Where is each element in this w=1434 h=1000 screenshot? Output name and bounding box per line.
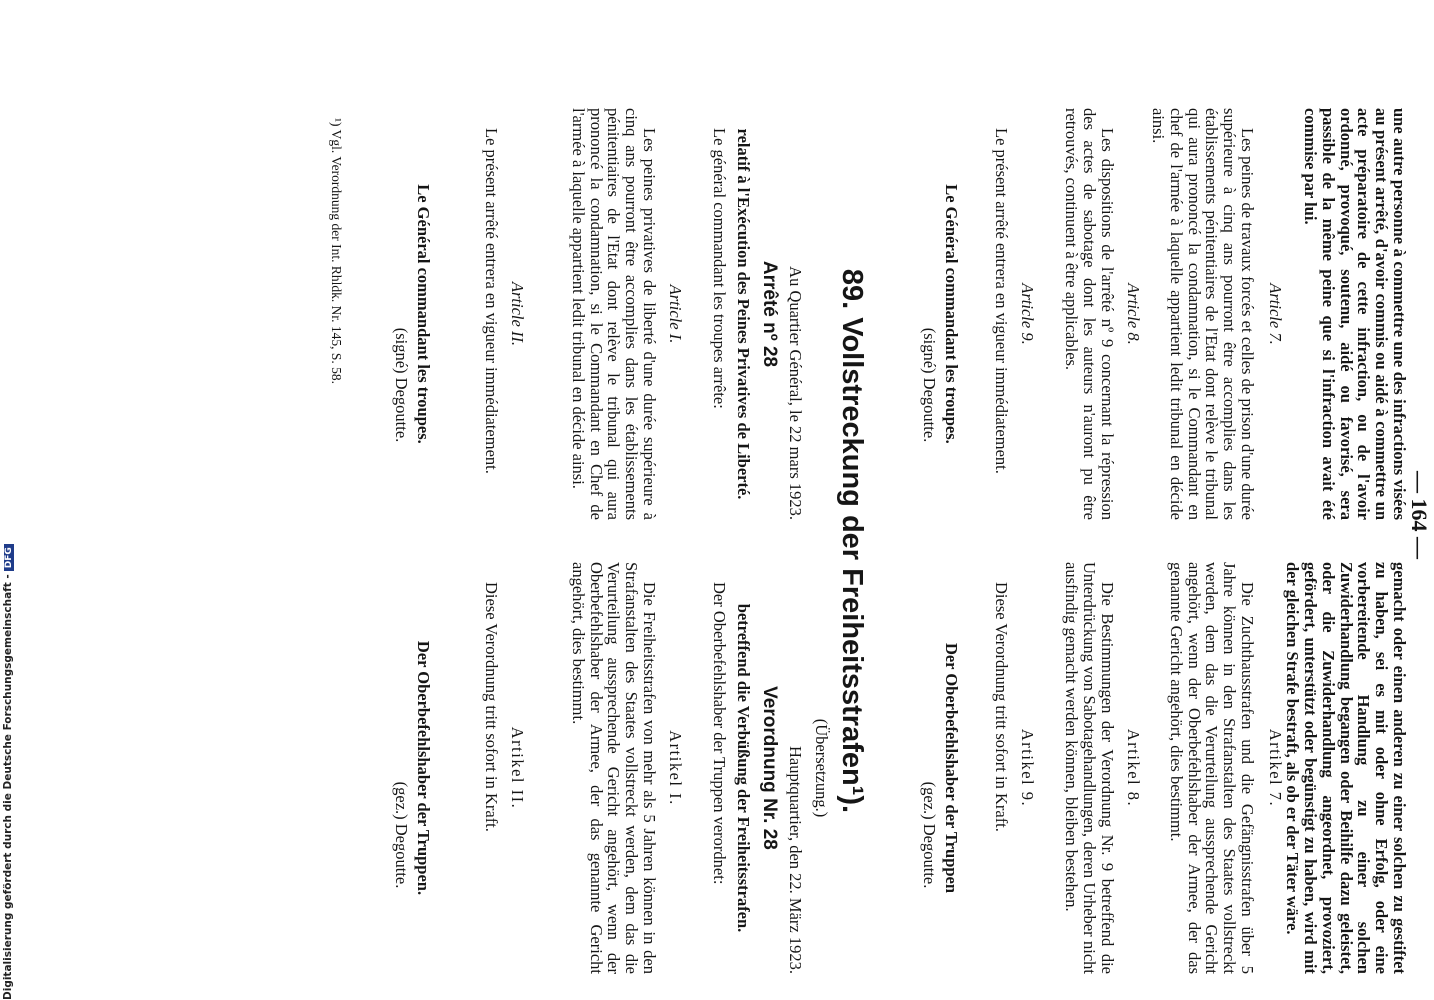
german-decree-title: Verordnung Nr. 28	[759, 686, 780, 850]
german-article-I-heading: Artikel I.	[666, 730, 685, 806]
french-article-8-text: Les dispositions de l'arrêté nº 9 concernant la répression des actes de sabotage dont les auteurs n'auront pu être retrouvés, continuent à être applicables.	[1062, 108, 1117, 520]
french-signature-2-title: Le Général commandant les troupes.	[414, 184, 433, 444]
german-article-I	[569, 562, 658, 974]
german-article-II-text: Diese Verordnung tritt sofort in Kraft.	[482, 582, 501, 832]
french-signature-1-title: Le Général commandant les troupes.	[942, 184, 961, 444]
french-article-I-heading: Article I.	[666, 284, 685, 344]
german-article-7	[1167, 562, 1256, 974]
german-decree-subtitle: betreffend die Verbüßung der Freiheitsstrafen.	[734, 603, 753, 933]
french-article-9	[992, 108, 1010, 520]
french-decree-intro: Le général commandant les troupes arrête:	[710, 128, 729, 409]
german-article-9-heading: Artikel 9.	[1018, 728, 1037, 808]
german-signature-1-signed: (gez.) Degoutte.	[920, 781, 939, 889]
german-signature-2-signed: (gez.) Degoutte.	[392, 781, 411, 889]
french-article-I	[569, 108, 658, 520]
german-signature-2-title: Der Oberbefehlshaber der Truppen.	[414, 640, 433, 896]
dfg-logo: DFG	[4, 544, 14, 571]
french-place-date: Au Quartier Général, le 22 mars 1923.	[786, 266, 805, 520]
german-article-8-text: Die Bestimmungen der Verordnung Nr. 9 betreffend die Unterdrückung von Sabotagehandlungen, deren Urheber nicht ausfindig gemacht werden können, bleiben bestehen.	[1062, 562, 1117, 974]
french-article-8	[1063, 108, 1116, 520]
french-article-II	[482, 108, 500, 520]
digitization-credit	[2, 547, 16, 1000]
french-article-II-text: Le présent arrêté entrera en vigueur immédiatement.	[482, 128, 501, 474]
french-continuation-text: une autre personne à commettre une des infractions visées au présent arrêté, d'avoir commis ou aidé à commettre un acte préparatoire de cette infraction, ou de l'avoir ordonné, provoqué, soutenu, aidé ou favorisé, sera passible de la même peine que si l'infraction avait été commise par lui.	[1301, 108, 1409, 520]
german-continuation	[1283, 562, 1408, 974]
french-decree-subtitle: relatif à l'Exécution des Peines Privatives de Liberté.	[734, 128, 753, 500]
page-number: — 164 —	[1407, 471, 1432, 559]
german-signature-1-title: Der Oberbefehlshaber der Truppen	[942, 642, 961, 894]
translation-note: (Übersetzung.)	[812, 718, 831, 818]
digitization-credit-text: Digitalisierung gefördert durch die Deutsche Forschungsgemeinschaft -	[2, 574, 14, 1000]
french-decree-title: Arrêté nº 28	[759, 260, 780, 368]
german-decree-intro: Der Oberbefehlshaber der Truppen verordnet:	[710, 582, 729, 885]
german-article-II-heading: Artikel II.	[508, 726, 527, 810]
french-article-9-text: Le présent arrêté entrera en vigueur immédiatement.	[992, 128, 1011, 474]
german-place-date: Hauptquartier, den 22. März 1923.	[786, 746, 805, 974]
german-article-II	[482, 562, 500, 974]
french-article-7-heading: Article 7.	[1266, 283, 1285, 345]
german-article-9-text: Diese Verordnung tritt sofort in Kraft.	[992, 582, 1011, 832]
french-article-7-text: Les peines de travaux forcés et celles de prison d'une durée supérieure à cinq ans pourront être accomplies dans les établissements pénitentiaires de l'Etat dont relève le tribunal qui aura prononcé la condamnation, si le Commandant en chef de l'armée à laquelle appartient ledit tribunal en décide ainsi.	[1149, 108, 1257, 520]
german-article-8-heading: Artikel 8.	[1124, 728, 1143, 808]
french-article-9-heading: Article 9.	[1018, 283, 1037, 345]
french-signature-2-signed: (signé) Degoutte.	[392, 327, 411, 443]
french-article-I-text: Les peines privatives de liberté d'une durée supérieure à cinq ans pourront être accomplies dans les établissements pénitentiaires de l'Etat dont relève le tribunal qui aura prononcé la condamnation, si le Commandant en Chef de l'armée à laquelle appartient ledit tribunal en décide ainsi.	[568, 108, 659, 520]
section-title: 89. Vollstreckung der Freiheitsstrafen¹).	[836, 268, 868, 814]
german-article-7-text: Die Zuchthausstrafen und die Gefängnisstrafen über 5 Jahre können in den Strafanstalten des Staates vollstreckt werden, dem das die Verurteilung aussprechende Gericht angehört, wenn der Oberbefehlshaber der Armee, der das genannte Gericht angehört, dies bestimmt.	[1166, 562, 1257, 974]
digitization-credit-row	[2, 544, 14, 1000]
french-article-8-heading: Article 8.	[1124, 283, 1143, 345]
german-article-9	[992, 562, 1010, 974]
footnote: ¹) Vgl. Verordnung der Int. Rhldk. Nr. 145, S. 58.	[329, 118, 344, 385]
french-article-II-heading: Article II.	[508, 281, 527, 347]
german-article-7-heading: Artikel 7.	[1266, 728, 1285, 808]
french-article-7	[1149, 108, 1256, 520]
german-continuation-text: gemacht oder einen anderen zu einer solchen zu gestiftet zu haben, sei es mit oder ohne Erfolg, oder eine vorbereitende Handlung zu einer solchen Zuwiderhandlung begangen oder Beihilfe dazu geleistet, oder die Zuwiderhandlung angeordnet, provoziert, gefördert, unterstützt oder begünstigt zu haben, wird mit der gleichen Strafe bestraft, als ob er der Täter wäre.	[1283, 562, 1409, 974]
german-article-8	[1063, 562, 1116, 974]
french-signature-1-signed: (signé) Degoutte.	[920, 327, 939, 443]
german-article-I-text: Die Freiheitsstrafen von mehr als 5 Jahren können in den Strafanstalten des Staates vollstreckt werden, dem das die Verurteilung aussprechende Gericht angehört, wenn der Oberbefehlshaber der Armee, der das genannte Gericht angehört, dies bestimmt.	[568, 562, 659, 974]
french-continuation	[1301, 108, 1408, 520]
